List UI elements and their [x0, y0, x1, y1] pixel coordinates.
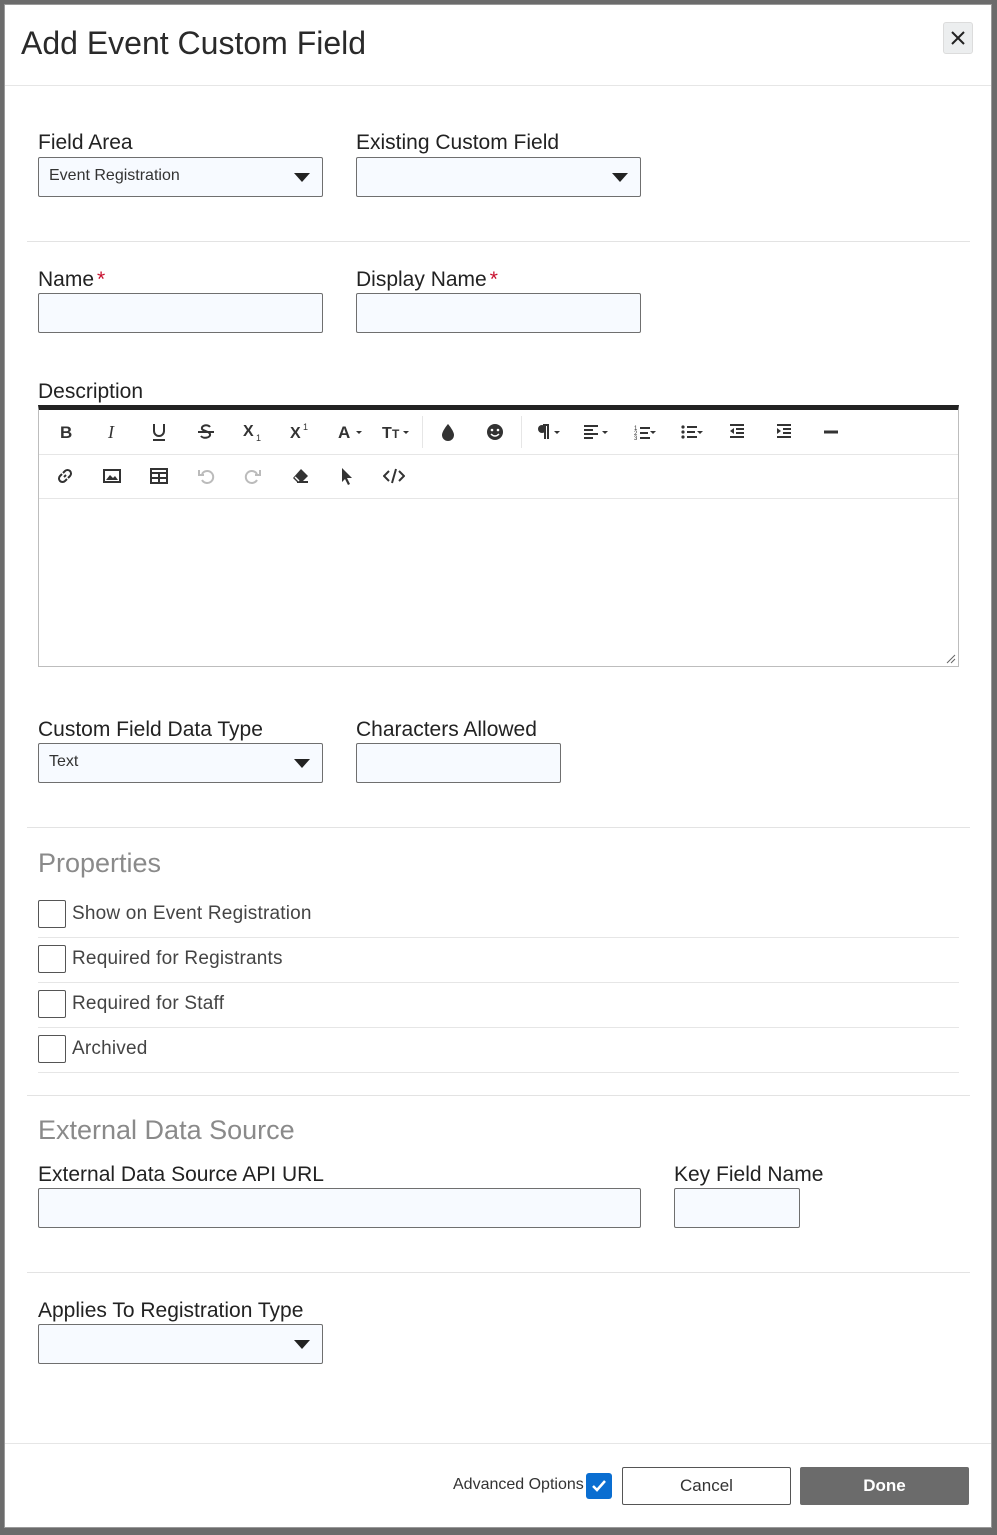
properties-title: Properties	[38, 848, 162, 878]
font-family-button[interactable]	[334, 418, 370, 446]
italic-icon	[104, 423, 120, 441]
property-row-required-for-registrants	[38, 937, 959, 983]
key-field-name-label: Key Field Name	[674, 1163, 824, 1186]
toolbar-separator	[521, 416, 522, 448]
redo-button[interactable]	[239, 462, 267, 490]
name-label	[38, 268, 105, 292]
custom-field-data-type-value: Text	[49, 753, 79, 770]
applies-to-registration-type-label: Applies To Registration Type	[38, 1299, 304, 1322]
editor-toolbar-row-2	[39, 454, 958, 499]
svg-text:I: I	[108, 423, 114, 441]
subscript-icon	[242, 422, 264, 442]
resize-handle-icon[interactable]	[946, 654, 956, 664]
superscript-button[interactable]	[286, 418, 314, 446]
description-text-area[interactable]	[39, 499, 958, 665]
align-icon	[582, 422, 612, 442]
characters-allowed-input[interactable]	[356, 743, 561, 783]
font-family-icon	[337, 422, 367, 442]
description-label: Description	[38, 380, 144, 403]
checkbox-label: Show on Event Registration	[72, 903, 312, 924]
name-label-text: Name	[38, 268, 95, 291]
strikethrough-icon	[197, 423, 215, 441]
existing-custom-field-label: Existing Custom Field	[356, 131, 560, 154]
svg-text:3: 3	[634, 436, 638, 441]
required-mark: *	[489, 268, 498, 291]
svg-text:X: X	[290, 425, 301, 442]
archived-checkbox[interactable]	[38, 1035, 66, 1063]
property-row-required-for-staff	[38, 982, 959, 1028]
bold-icon	[57, 423, 73, 441]
checkmark-icon	[591, 1479, 607, 1493]
emoticon-button[interactable]	[481, 418, 509, 446]
undo-button[interactable]	[192, 462, 220, 490]
underline-icon	[150, 422, 168, 442]
display-name-label	[356, 268, 498, 292]
dialog-header	[5, 5, 991, 86]
svg-text:2: 2	[634, 431, 638, 437]
checkbox-label: Required for Registrants	[72, 948, 283, 969]
show-on-event-registration-checkbox[interactable]	[38, 900, 66, 928]
checkbox-label: Archived	[72, 1038, 148, 1059]
svg-text:T: T	[382, 425, 392, 442]
section-divider	[27, 827, 970, 828]
bold-button[interactable]	[51, 418, 79, 446]
field-area-label: Field Area	[38, 131, 133, 154]
table-icon	[150, 468, 168, 484]
table-button[interactable]	[145, 462, 173, 490]
display-name-input[interactable]	[356, 293, 641, 333]
text-color-icon	[441, 423, 455, 441]
image-button[interactable]	[98, 462, 126, 490]
emoticon-icon	[486, 423, 504, 441]
advanced-options-label: Advanced Options	[453, 1476, 584, 1493]
description-rich-text-editor	[38, 405, 959, 667]
external-data-source-api-url-input[interactable]	[38, 1188, 641, 1228]
redo-icon	[244, 467, 262, 485]
svg-text:1: 1	[634, 426, 638, 432]
section-divider	[27, 1095, 970, 1096]
chevron-down-icon	[612, 173, 628, 182]
unordered-list-icon	[681, 423, 703, 441]
paragraph-format-icon	[534, 422, 564, 442]
existing-custom-field-select[interactable]	[356, 157, 641, 197]
key-field-name-input[interactable]	[674, 1188, 800, 1228]
add-event-custom-field-dialog	[4, 4, 992, 1528]
link-icon	[56, 467, 74, 485]
external-data-source-title: External Data Source	[38, 1115, 295, 1145]
svg-text:X: X	[243, 423, 254, 440]
text-color-button[interactable]	[434, 418, 462, 446]
required-mark: *	[97, 268, 106, 291]
required-for-staff-checkbox[interactable]	[38, 990, 66, 1018]
close-icon	[951, 31, 965, 45]
svg-text:1: 1	[303, 422, 309, 432]
custom-field-data-type-label: Custom Field Data Type	[38, 718, 263, 741]
applies-to-registration-type-select[interactable]	[38, 1324, 323, 1364]
strikethrough-button[interactable]	[192, 418, 220, 446]
svg-text:A: A	[338, 423, 351, 442]
close-button[interactable]	[943, 22, 973, 54]
required-for-registrants-checkbox[interactable]	[38, 945, 66, 973]
section-divider	[27, 241, 970, 242]
section-divider	[27, 1272, 970, 1273]
outdent-icon	[728, 423, 746, 441]
done-button[interactable]: Done	[800, 1467, 969, 1505]
image-icon	[103, 468, 121, 484]
svg-text:B: B	[60, 423, 73, 441]
undo-icon	[197, 467, 215, 485]
editor-toolbar-row-1	[39, 410, 958, 455]
ordered-list-icon	[634, 423, 656, 441]
superscript-icon	[289, 422, 311, 442]
field-area-value: Event Registration	[49, 167, 180, 184]
select-all-icon	[340, 467, 354, 485]
horizontal-line-button[interactable]	[817, 418, 845, 446]
dialog-title: Add Event Custom Field	[21, 25, 367, 61]
chevron-down-icon	[294, 1340, 310, 1349]
underline-button[interactable]	[145, 418, 173, 446]
select-all-button[interactable]	[333, 462, 361, 490]
subscript-button[interactable]	[239, 418, 267, 446]
outdent-button[interactable]	[723, 418, 751, 446]
property-row-show-on-event-registration	[38, 892, 959, 938]
checkbox-label: Required for Staff	[72, 993, 225, 1014]
cancel-button[interactable]: Cancel	[622, 1467, 791, 1505]
paragraph-format-button[interactable]	[531, 418, 567, 446]
link-button[interactable]	[51, 462, 79, 490]
italic-button[interactable]	[98, 418, 126, 446]
name-input[interactable]	[38, 293, 323, 333]
indent-icon	[775, 423, 793, 441]
display-name-label-text: Display Name	[356, 268, 487, 291]
code-view-icon	[383, 467, 405, 485]
chevron-down-icon	[294, 759, 310, 768]
toolbar-separator	[422, 416, 423, 448]
align-button[interactable]	[579, 418, 615, 446]
font-size-icon	[382, 422, 414, 442]
code-view-button[interactable]	[380, 462, 408, 490]
dialog-footer	[5, 1443, 991, 1530]
svg-text:T: T	[392, 427, 400, 441]
clear-formatting-icon	[291, 468, 309, 484]
font-size-button[interactable]	[380, 418, 416, 446]
external-data-source-api-url-label: External Data Source API URL	[38, 1163, 324, 1186]
characters-allowed-label: Characters Allowed	[356, 718, 537, 741]
horizontal-line-icon	[822, 423, 840, 441]
custom-field-data-type-select[interactable]	[38, 743, 323, 783]
ordered-list-button[interactable]	[631, 418, 659, 446]
field-area-select[interactable]	[38, 157, 323, 197]
svg-text:1: 1	[256, 433, 262, 442]
clear-formatting-button[interactable]	[286, 462, 314, 490]
advanced-options-checkbox[interactable]	[586, 1473, 612, 1499]
property-row-archived	[38, 1027, 959, 1073]
unordered-list-button[interactable]	[678, 418, 706, 446]
indent-button[interactable]	[770, 418, 798, 446]
chevron-down-icon	[294, 173, 310, 182]
